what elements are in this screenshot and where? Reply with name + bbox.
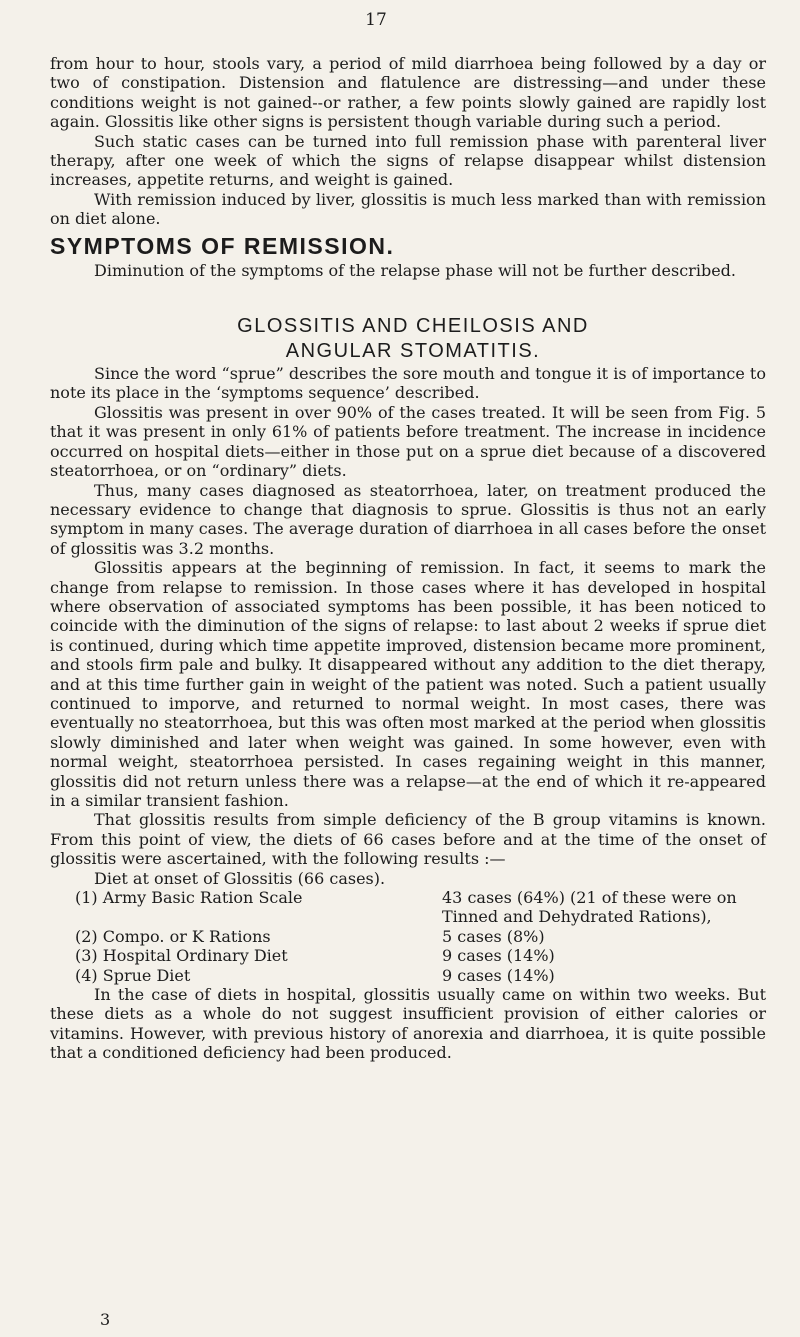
diet-result: 9 cases (14%) xyxy=(442,946,555,966)
diet-result: 43 cases (64%) (21 of these were on Tinned and Dehydrated Rations), xyxy=(442,888,737,927)
paragraph: Glossitis was present in over 90% of the cases treated. It will be seen from Fig. 5 that it was present in only 61% of patients before treatment. The increase in incidence occurred on hospital diets—either in those put on a sprue diet because of a discovered steatorrhoea, or on “ordinary” diets. xyxy=(50,402,766,481)
section-heading-remission: SYMPTOMS OF REMISSION. xyxy=(50,232,395,259)
footer-mark: 3 xyxy=(100,1310,111,1329)
diet-list xyxy=(50,888,766,985)
diet-name: (4) Sprue Diet xyxy=(75,965,191,985)
paragraph: With remission induced by liver, glossitis is much less marked than with remission on diet alone. xyxy=(50,189,766,229)
diet-result: 5 cases (8%) xyxy=(442,926,545,946)
page-body xyxy=(50,54,766,1063)
paragraph: from hour to hour, stools vary, a period of mild diarrhoea being followed by a day or two of constipation. Distension and flatulence are distressing—and under these conditions weight is not gained--or rather, a few points slowly gained are rapidly lost again. Glossitis like other signs is persistent though variable during such a period. xyxy=(50,54,766,132)
diet-name: (3) Hospital Ordinary Diet xyxy=(75,946,288,966)
diet-result: 9 cases (14%) xyxy=(442,965,555,985)
page-number: 17 xyxy=(365,10,387,30)
paragraph: Such static cases can be turned into full remission phase with parenteral liver therapy, after one week of which the signs of relapse disappear whilst distension increases, appetite returns, and weight is gained. xyxy=(50,131,766,190)
section-heading-glossitis: GLOSSITIS AND CHEILOSIS AND xyxy=(237,315,589,338)
diet-name: (1) Army Basic Ration Scale xyxy=(75,888,303,908)
paragraph: That glossitis results from simple deficiency of the B group vitamins is known. From this point of view, the diets of 66 cases before and at the time of the onset of glossitis were ascertained, with the following results :— xyxy=(50,810,766,869)
diet-name: (2) Compo. or K Rations xyxy=(75,926,271,946)
list-item xyxy=(50,927,766,946)
list-item xyxy=(50,966,766,985)
list-item xyxy=(50,946,766,965)
paragraph: Diminution of the symptoms of the relapse phase will not be further described. xyxy=(94,260,736,280)
list-item xyxy=(50,888,766,927)
paragraph: Glossitis appears at the beginning of remission. In fact, it seems to mark the change from relapse to remission. In those cases where it has developed in hospital where observation of associated symptoms has been possible, it has been noticed to coincide with the diminution of the signs of relapse: to last about 2 weeks if sprue diet is continued, during which time appetite improved, distension became more prominent, and stools firm pale and bulky. It disappeared without any addition to the diet therapy, and at this time further gain in weight of the patient was noted. Such a patient usually continued to imporve, and returned to normal weight. In most cases, there was eventually no steatorrhoea, but this was often most marked at the period when glossitis slowly diminished and later when weight was gained. In some however, even with normal weight, steatorrhoea persisted. In cases regaining weight in this manner, glossitis did not return unless there was a relapse—at the end of which it re-appeared in a similar transient fashion. xyxy=(50,558,766,810)
paragraph: In the case of diets in hospital, glossitis usually came on within two weeks. But these diets as a whole do not suggest insufficient provision of either calories or vitamins. However, with previous history of anorexia and diarrhoea, it is quite possible that a conditioned deficiency had been produced. xyxy=(50,985,766,1063)
paragraph: Thus, many cases diagnosed as steatorrhoea, later, on treatment produced the necessary evidence to change that diagnosis to sprue. Glossitis is thus not an early symptom in many cases. The average duration of diarrhoea in all cases before the onset of glossitis was 3.2 months. xyxy=(50,480,766,558)
diet-table-title: Diet at onset of Glossitis (66 cases). xyxy=(94,868,386,888)
paragraph: Since the word “sprue” describes the sore mouth and tongue it is of importance to note its place in the ‘symptoms sequence’ described. xyxy=(50,364,766,403)
section-heading-glossitis-sub: ANGULAR STOMATITIS. xyxy=(285,340,541,363)
